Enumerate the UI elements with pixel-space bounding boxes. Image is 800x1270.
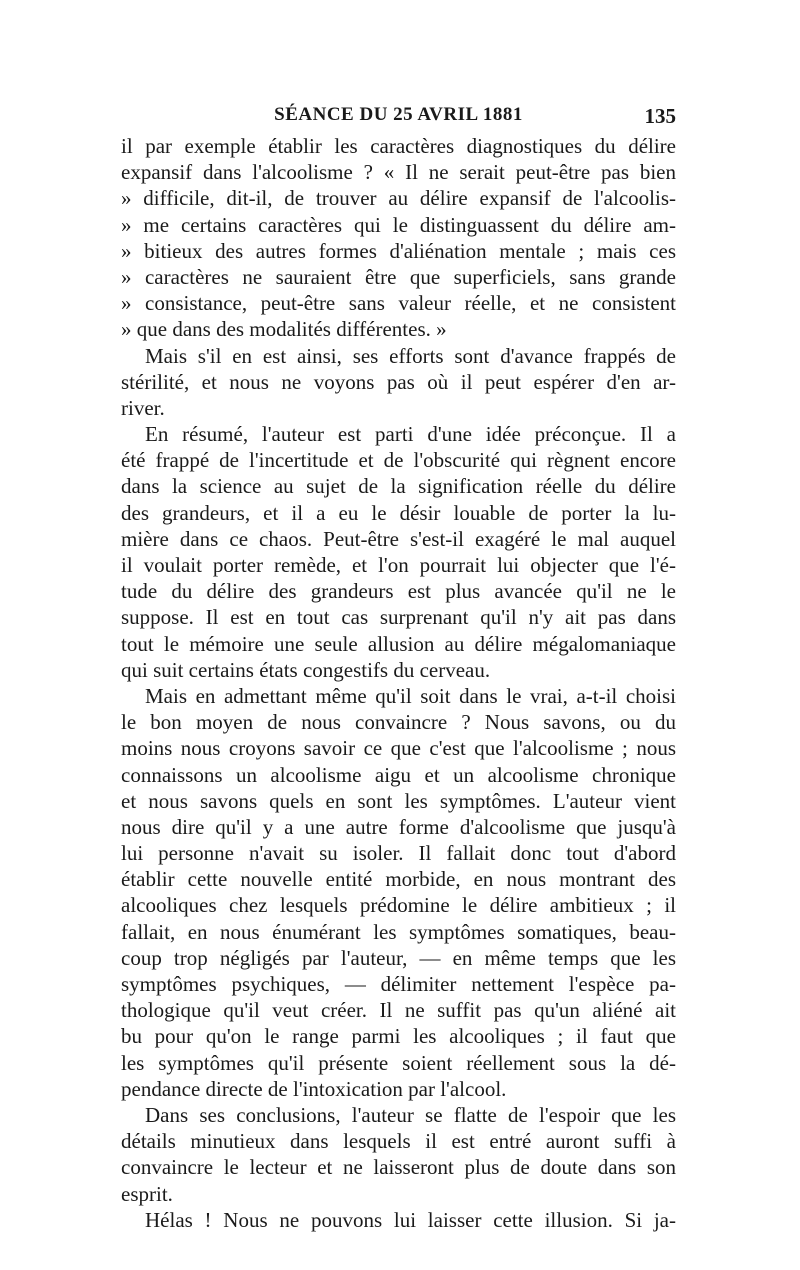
text-line: » me certains caractères qui le distinguassent du délire am- (121, 212, 676, 237)
text-line: suppose. Il est en tout cas surprenant qu'il n'y ait pas dans (121, 605, 676, 630)
text-line: qui suit certains états congestifs du cerveau. (121, 657, 491, 682)
page-number: 135 (644, 104, 676, 128)
text-line: bu pour qu'on le range parmi les alcooliques ; il faut que (121, 1024, 676, 1049)
text-line: river. (121, 395, 165, 420)
text-line: moins nous croyons savoir ce que c'est que l'alcoolisme ; nous (121, 736, 676, 761)
text-line: dans la science au sujet de la signification réelle du délire (121, 474, 676, 499)
text-line: nous dire qu'il y a une autre forme d'alcoolisme que jusqu'à (121, 814, 676, 839)
text-line: été frappé de l'incertitude et de l'obscurité qui règnent encore (121, 448, 676, 473)
text-line: » difficile, dit-il, de trouver au délire expansif de l'alcoolis- (121, 186, 676, 211)
text-line: fallait, en nous énumérant les symptômes somatiques, beau- (121, 919, 676, 944)
text-line: lui personne n'avait su isoler. Il fallait donc tout d'abord (121, 841, 676, 866)
text-line: symptômes psychiques, — délimiter nettement l'espèce pa- (121, 972, 676, 996)
text-line: » caractères ne sauraient être que superficiels, sans grande (121, 264, 676, 289)
text-line: alcooliques chez lesquels prédomine le délire ambitieux ; il (121, 893, 676, 918)
text-line: thologique qu'il veut créer. Il ne suffit pas qu'un aliéné ait (121, 998, 676, 1023)
text-line: tude du délire des grandeurs est plus avancée qu'il ne le (121, 579, 676, 604)
body-text (121, 133, 676, 1233)
text-line: il par exemple établir les caractères diagnostiques du délire (121, 134, 676, 158)
text-line: expansif dans l'alcoolisme ? « Il ne serait peut-être pas bien (121, 160, 676, 185)
text-line: stérilité, et nous ne voyons pas où il peut espérer d'en ar- (121, 369, 676, 394)
text-line: En résumé, l'auteur est parti d'une idée préconçue. Il a (145, 422, 676, 447)
text-line: tout le mémoire une seule allusion au délire mégalomaniaque (121, 631, 676, 656)
page-header (121, 100, 676, 130)
text-line: les symptômes qu'il présente soient réellement sous la dé- (121, 1050, 676, 1075)
text-line: pendance directe de l'intoxication par l'alcool. (121, 1076, 507, 1101)
text-line: et nous savons quels en sont les symptômes. L'auteur vient (121, 788, 676, 813)
text-line: il voulait porter remède, et l'on pourrait lui objecter que l'é- (121, 553, 676, 577)
text-line: Dans ses conclusions, l'auteur se flatte de l'espoir que les (145, 1102, 676, 1127)
text-line: connaissons un alcoolisme aigu et un alcoolisme chronique (121, 762, 676, 787)
text-line: mière dans ce chaos. Peut-être s'est-il exagéré le mal auquel (121, 526, 676, 551)
text-line: des grandeurs, et il a eu le désir louable de porter la lu- (121, 500, 676, 525)
text-line: établir cette nouvelle entité morbide, en nous montrant des (121, 867, 676, 892)
running-head: SÉANCE DU 25 AVRIL 1881 (274, 104, 523, 125)
text-line: » bitieux des autres formes d'aliénation mentale ; mais ces (121, 238, 676, 263)
text-line: Mais s'il en est ainsi, ses efforts sont d'avance frappés de (145, 343, 676, 368)
text-line: » consistance, peut-être sans valeur réelle, et ne consistent (121, 291, 676, 316)
text-line: Hélas ! Nous ne pouvons lui laisser cette illusion. Si ja- (145, 1207, 676, 1232)
text-line: détails minutieux dans lesquels il est entré auront suffi à (121, 1129, 676, 1154)
text-line: le bon moyen de nous convaincre ? Nous savons, ou du (121, 710, 676, 735)
text-line: convaincre le lecteur et ne laisseront plus de doute dans son (121, 1155, 676, 1180)
text-line: esprit. (121, 1181, 173, 1206)
text-line: » que dans des modalités différentes. » (121, 317, 447, 342)
text-line: Mais en admettant même qu'il soit dans le vrai, a-t-il choisi (145, 683, 676, 708)
text-line: coup trop négligés par l'auteur, — en même temps que les (121, 945, 676, 970)
